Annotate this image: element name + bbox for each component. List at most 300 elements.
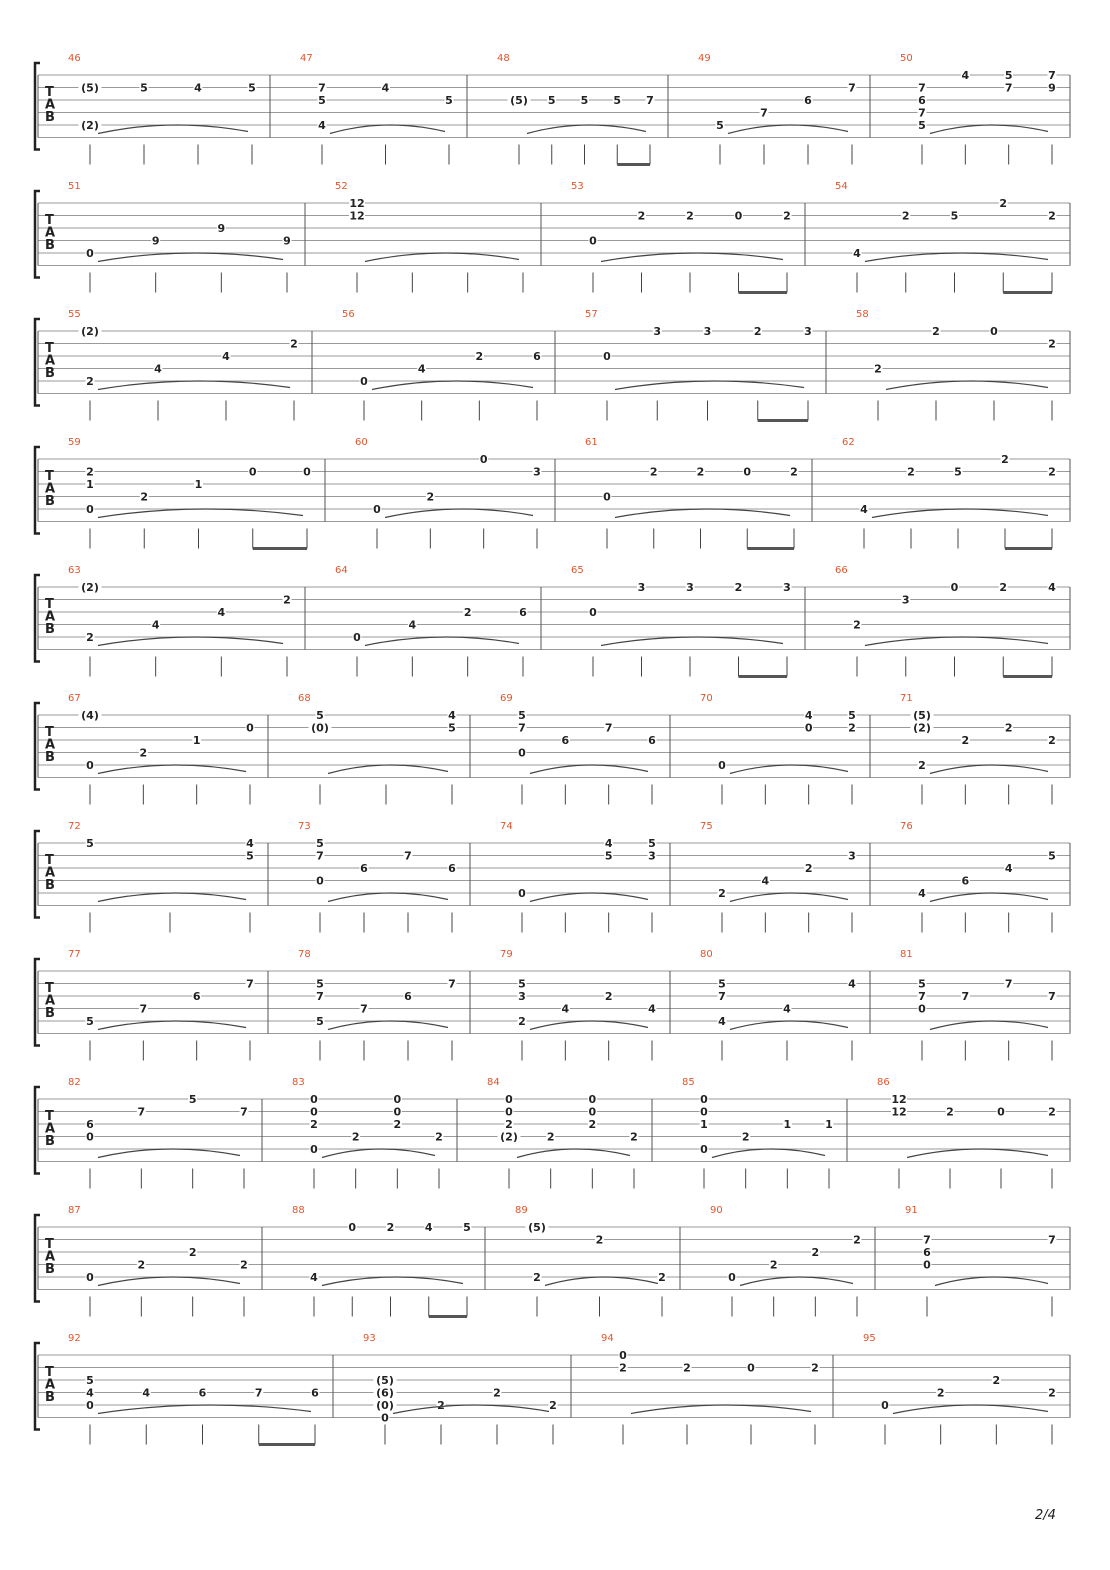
slur-arc	[328, 1021, 448, 1030]
fret-number: (2)	[81, 325, 99, 338]
fret-number: 5	[316, 837, 324, 850]
slur-arc	[930, 893, 1048, 902]
fret-number: 3	[533, 465, 541, 479]
fret-number: 7	[1004, 977, 1013, 991]
tab-clef-letter: A	[45, 1121, 56, 1137]
slur-arc	[330, 125, 445, 134]
slur-arc	[98, 765, 246, 774]
fret-number: 2	[505, 1118, 513, 1131]
fret-number: 2	[936, 1386, 945, 1400]
fret-number: (6)	[376, 1386, 394, 1400]
fret-number: 2	[637, 209, 646, 223]
fret-number: 4	[918, 887, 926, 900]
measure-number: 53	[571, 181, 584, 192]
fret-number: 0	[603, 350, 611, 363]
tab-system	[35, 309, 1070, 421]
fret-number: 4	[1004, 862, 1013, 875]
slur-arc	[930, 125, 1048, 134]
fret-number: (5)	[376, 1374, 394, 1387]
slur-arc	[372, 381, 533, 390]
tab-clef-letter: A	[45, 609, 56, 625]
slur-arc	[322, 1149, 435, 1158]
tab-system	[35, 437, 1070, 549]
fret-number: 2	[649, 465, 658, 479]
measure-number: 83	[292, 1077, 305, 1088]
fret-number: 7	[1048, 69, 1056, 82]
slur-arc	[601, 637, 783, 646]
fret-number: 0	[86, 1271, 94, 1284]
fret-number: 2	[393, 1118, 402, 1131]
fret-number: 2	[848, 721, 856, 735]
slur-arc	[385, 509, 533, 518]
fret-number: 4	[246, 837, 254, 850]
fret-number: 0	[348, 1221, 357, 1234]
fret-number: 0	[734, 209, 743, 223]
slur-arc	[728, 125, 848, 134]
slur-arc	[98, 381, 290, 390]
fret-number: 5	[547, 94, 556, 107]
fret-number: 6	[923, 1246, 931, 1259]
tab-clef-letter: B	[45, 878, 55, 893]
fret-number: 0	[747, 1361, 755, 1375]
fret-number: 2	[533, 1271, 541, 1284]
tab-clef-letter: A	[45, 993, 56, 1009]
slur-arc	[730, 893, 848, 902]
fret-number: 7	[246, 977, 254, 991]
fret-number: 2	[961, 734, 970, 747]
fret-number: 5	[248, 81, 256, 95]
fret-number: 0	[360, 375, 368, 388]
fret-number: 4	[848, 977, 856, 991]
fret-number: 4	[604, 837, 613, 850]
measure-number: 54	[835, 181, 848, 192]
tab-clef-letter: A	[45, 97, 56, 113]
slur-arc	[886, 381, 1048, 390]
fret-number: 3	[637, 581, 646, 594]
fret-number: 7	[646, 94, 654, 107]
measure-number: 48	[497, 53, 510, 64]
slur-arc	[98, 893, 246, 902]
fret-number: 7	[961, 990, 970, 1003]
fret-number: 4	[381, 81, 390, 95]
measure-number: 92	[68, 1333, 81, 1344]
tab-system	[35, 821, 1070, 933]
tab-system	[35, 693, 1070, 805]
fret-number: 5	[613, 94, 622, 107]
slur-arc	[98, 125, 248, 134]
fret-number: 7	[318, 81, 326, 95]
fret-number: (2)	[913, 721, 931, 735]
slur-arc	[98, 637, 283, 646]
tab-clef-letter: B	[45, 1006, 55, 1021]
measure-number: 79	[500, 949, 513, 960]
fret-number: 2	[753, 325, 762, 338]
measure-number: 51	[68, 181, 81, 192]
tab-clef-letter: A	[45, 865, 56, 881]
fret-number: 6	[360, 862, 368, 875]
measure-number: 52	[335, 181, 348, 192]
fret-number: 0	[990, 325, 998, 338]
fret-number: 9	[283, 234, 291, 248]
slur-arc	[527, 125, 646, 134]
slur-arc	[631, 1405, 811, 1414]
fret-number: 7	[1048, 990, 1056, 1003]
fret-number: 7	[404, 849, 412, 863]
fret-number: 3	[703, 325, 712, 338]
fret-number: 0	[743, 465, 752, 479]
tab-system	[35, 181, 1070, 293]
measure-number: 59	[68, 437, 81, 448]
measure-number: 60	[355, 437, 368, 448]
fret-number: 4	[761, 874, 770, 888]
fret-number: 2	[240, 1258, 248, 1272]
fret-number: 7	[604, 721, 613, 735]
tab-clef-letter: A	[45, 353, 56, 369]
fret-number: 2	[493, 1386, 501, 1400]
fret-number: 6	[533, 350, 541, 363]
fret-number: 0	[86, 1399, 94, 1412]
fret-number: 4	[142, 1386, 151, 1400]
measure-number: 74	[500, 821, 513, 832]
fret-number: 0	[619, 1349, 627, 1362]
slur-arc	[730, 1021, 848, 1030]
fret-number: 2	[86, 375, 94, 388]
slur-arc	[930, 1021, 1048, 1030]
fret-number: 3	[901, 593, 910, 607]
fret-number: 2	[1048, 337, 1056, 351]
fret-number: 2	[804, 862, 813, 875]
fret-number: 5	[318, 94, 326, 107]
fret-number: 4	[151, 618, 160, 632]
measure-number: 82	[68, 1077, 81, 1088]
fret-number: 0	[316, 874, 324, 888]
fret-number: 2	[426, 490, 435, 504]
fret-number: 5	[950, 209, 959, 223]
fret-number: 6	[519, 606, 527, 619]
fret-number: 2	[630, 1130, 638, 1144]
measure-number: 56	[342, 309, 355, 320]
fret-number: 12	[891, 1105, 907, 1119]
measure-number: 64	[335, 565, 348, 576]
fret-number: 2	[999, 197, 1008, 210]
fret-number: 3	[848, 849, 856, 863]
fret-number: 0	[518, 887, 526, 900]
fret-number: 7	[918, 990, 926, 1003]
fret-number: 7	[918, 106, 926, 120]
fret-number: 2	[386, 1221, 395, 1234]
fret-number: 2	[137, 1258, 146, 1272]
fret-number: 1	[825, 1118, 833, 1131]
measure-number: 84	[487, 1077, 500, 1088]
fret-number: 0	[86, 247, 94, 260]
fret-number: 5	[918, 977, 926, 991]
fret-number: 0	[479, 453, 488, 466]
fret-number: 0	[310, 1105, 318, 1119]
fret-number: 2	[283, 593, 291, 607]
slur-arc	[98, 1021, 246, 1030]
measure-number: 81	[900, 949, 913, 960]
fret-number: 0	[505, 1105, 513, 1119]
fret-number: 4	[408, 618, 417, 632]
fret-number: 12	[349, 197, 365, 210]
fret-number: 5	[316, 709, 324, 722]
fret-number: 5	[848, 709, 856, 722]
fret-number: 2	[999, 581, 1008, 594]
tab-clef-letter: B	[45, 366, 55, 381]
fret-number: 6	[448, 862, 456, 875]
fret-number: 0	[310, 1093, 318, 1106]
fret-number: 4	[648, 1002, 656, 1016]
slur-arc	[393, 1405, 549, 1414]
fret-number: 0	[881, 1399, 889, 1412]
tab-clef-letter: T	[45, 725, 54, 740]
fret-number: 6	[192, 990, 201, 1003]
tab-clef-letter: T	[45, 1109, 54, 1124]
fret-number: 6	[804, 94, 812, 107]
fret-number: 6	[198, 1386, 207, 1400]
slur-arc	[601, 253, 783, 262]
fret-number: 2	[946, 1105, 954, 1119]
fret-number: 2	[310, 1118, 318, 1131]
fret-number: 5	[316, 977, 324, 991]
fret-number: 2	[1004, 721, 1013, 735]
fret-number: 4	[448, 709, 456, 722]
tab-clef-letter: T	[45, 853, 54, 868]
fret-number: 2	[853, 1233, 861, 1247]
page-number: 2/4	[1035, 1508, 1056, 1523]
measure-number: 57	[585, 309, 598, 320]
fret-number: 2	[683, 1361, 691, 1375]
fret-number: 0	[588, 1105, 597, 1119]
fret-number: 4	[222, 350, 230, 363]
measure-number: 94	[601, 1333, 614, 1344]
slur-arc	[935, 1277, 1048, 1286]
fret-number: (2)	[81, 119, 99, 132]
fret-number: 4	[853, 247, 861, 260]
slur-arc	[615, 509, 790, 518]
fret-number: 2	[1048, 734, 1056, 747]
tab-clef-letter: T	[45, 341, 54, 356]
fret-number: (2)	[81, 581, 99, 594]
fret-number: 3	[783, 581, 791, 594]
fret-number: 2	[696, 465, 705, 479]
measure-number: 68	[298, 693, 311, 704]
fret-number: 3	[518, 990, 526, 1003]
fret-number: (4)	[81, 709, 99, 722]
fret-number: 3	[648, 849, 656, 863]
tab-clef-letter: B	[45, 1262, 55, 1277]
measure-number: 85	[682, 1077, 695, 1088]
fret-number: 2	[734, 581, 743, 594]
fret-number: 5	[188, 1093, 197, 1106]
fret-number: 3	[804, 325, 812, 338]
fret-number: 2	[351, 1130, 360, 1144]
measure-number: 62	[842, 437, 855, 448]
fret-number: 6	[648, 734, 656, 747]
tab-clef-letter: T	[45, 981, 54, 996]
fret-number: 2	[1048, 209, 1056, 223]
fret-number: 2	[811, 1246, 820, 1259]
fret-number: 2	[139, 746, 148, 760]
slur-arc	[530, 893, 648, 902]
fret-number: 2	[588, 1118, 597, 1131]
fret-number: 5	[1048, 849, 1056, 863]
slur-arc	[907, 1149, 1048, 1158]
measure-number: 88	[292, 1205, 305, 1216]
fret-number: 7	[448, 977, 456, 991]
fret-number: 0	[393, 1093, 402, 1106]
fret-number: 2	[435, 1130, 443, 1144]
slur-arc	[865, 637, 1048, 646]
fret-number: 2	[686, 209, 694, 223]
slur-arc	[872, 509, 1048, 518]
slur-arc	[893, 1405, 1048, 1414]
tab-clef-letter: A	[45, 225, 56, 241]
measure-number: 72	[68, 821, 81, 832]
fret-number: 5	[1004, 69, 1013, 82]
slur-arc	[98, 1405, 311, 1414]
fret-number: 5	[445, 94, 453, 107]
fret-number: 6	[561, 734, 570, 747]
fret-number: 7	[848, 81, 856, 95]
fret-number: 0	[353, 631, 361, 644]
fret-number: 5	[316, 1015, 324, 1028]
tab-system	[35, 1077, 1070, 1189]
fret-number: 5	[86, 837, 94, 850]
fret-number: 4	[310, 1271, 318, 1284]
fret-number: 0	[997, 1105, 1005, 1119]
fret-number: 0	[804, 721, 813, 735]
measure-number: 80	[700, 949, 713, 960]
fret-number: 2	[718, 887, 726, 900]
measure-number: 86	[877, 1077, 890, 1088]
fret-number: 4	[860, 503, 868, 516]
tab-clef-letter: T	[45, 1237, 54, 1252]
fret-number: 0	[86, 1130, 94, 1144]
measure-number: 75	[700, 821, 713, 832]
fret-number: 2	[475, 350, 484, 363]
measure-number: 63	[68, 565, 81, 576]
fret-number: (5)	[81, 81, 99, 95]
tab-system	[35, 1205, 1070, 1317]
fret-number: 0	[393, 1105, 402, 1119]
fret-number: 7	[1004, 81, 1013, 95]
measure-number: 71	[900, 693, 913, 704]
fret-number: 2	[290, 337, 298, 351]
fret-number: 9	[217, 222, 226, 235]
fret-number: 4	[194, 81, 202, 95]
fret-number: 0	[700, 1143, 708, 1156]
slur-arc	[322, 1277, 463, 1286]
fret-number: 7	[316, 849, 324, 863]
fret-number: 2	[140, 490, 149, 504]
tab-clef-letter: A	[45, 1377, 56, 1393]
tab-clef-letter: B	[45, 1134, 55, 1149]
tab-system	[35, 1333, 1070, 1445]
measure-number: 58	[856, 309, 869, 320]
fret-number: 1	[86, 478, 94, 491]
tab-clef-letter: T	[45, 213, 54, 228]
fret-number: 0	[86, 503, 94, 516]
fret-number: 2	[1048, 1105, 1056, 1119]
slur-arc	[530, 1021, 648, 1030]
fret-number: (2)	[500, 1130, 518, 1144]
fret-number: 0	[588, 1093, 597, 1106]
fret-number: 0	[310, 1143, 318, 1156]
fret-number: 4	[961, 69, 970, 82]
fret-number: 7	[254, 1386, 263, 1400]
fret-number: 4	[217, 606, 226, 619]
fret-number: 5	[246, 849, 254, 863]
measure-number: 66	[835, 565, 848, 576]
fret-number: 2	[907, 465, 915, 479]
measure-number: 46	[68, 53, 81, 64]
measure-number: 67	[68, 693, 81, 704]
fret-number: 5	[86, 1374, 94, 1387]
tab-system	[35, 53, 1070, 165]
fret-number: 2	[549, 1399, 557, 1412]
fret-number: 1	[700, 1118, 708, 1131]
slur-arc	[365, 253, 519, 262]
slur-arc	[730, 765, 848, 774]
fret-number: 4	[424, 1221, 433, 1234]
fret-number: (0)	[311, 721, 329, 735]
fret-number: (5)	[510, 94, 528, 107]
tab-clef-letter: B	[45, 622, 55, 637]
fret-number: 2	[1048, 465, 1056, 479]
fret-number: 7	[137, 1105, 146, 1119]
measure-number: 87	[68, 1205, 81, 1216]
fret-number: 4	[804, 709, 813, 722]
fret-number: 7	[923, 1233, 931, 1247]
fret-number: 1	[192, 734, 201, 747]
fret-number: 2	[463, 606, 472, 619]
fret-number: 0	[373, 503, 381, 516]
tab-clef-letter: B	[45, 238, 55, 253]
slur-arc	[98, 509, 303, 518]
fret-number: 0	[603, 490, 611, 504]
measure-number: 90	[710, 1205, 723, 1216]
fret-number: 2	[437, 1399, 445, 1412]
fret-number: 1	[194, 478, 203, 491]
measure-number: 55	[68, 309, 81, 320]
slur-arc	[328, 765, 448, 774]
slur-arc	[930, 765, 1048, 774]
fret-number: 4	[417, 362, 426, 376]
measure-number: 91	[905, 1205, 918, 1216]
fret-number: 2	[741, 1130, 750, 1144]
fret-number: 4	[86, 1386, 94, 1400]
fret-number: 2	[932, 325, 940, 338]
measure-number: 70	[700, 693, 713, 704]
slur-arc	[865, 253, 1048, 262]
fret-number: 2	[604, 990, 613, 1003]
fret-number: 5	[140, 81, 148, 95]
fret-number: 0	[918, 1002, 926, 1016]
measure-number: 89	[515, 1205, 528, 1216]
fret-number: 2	[1048, 1386, 1056, 1400]
fret-number: 5	[518, 709, 526, 722]
tab-clef-letter: T	[45, 85, 54, 100]
slur-arc	[98, 253, 283, 262]
slur-arc	[328, 893, 448, 902]
fret-number: 0	[589, 606, 597, 619]
fret-number: 0	[303, 465, 311, 479]
fret-number: 5	[716, 119, 724, 132]
slur-arc	[545, 1277, 658, 1286]
fret-number: 2	[518, 1015, 526, 1028]
fret-number: 0	[718, 759, 726, 772]
